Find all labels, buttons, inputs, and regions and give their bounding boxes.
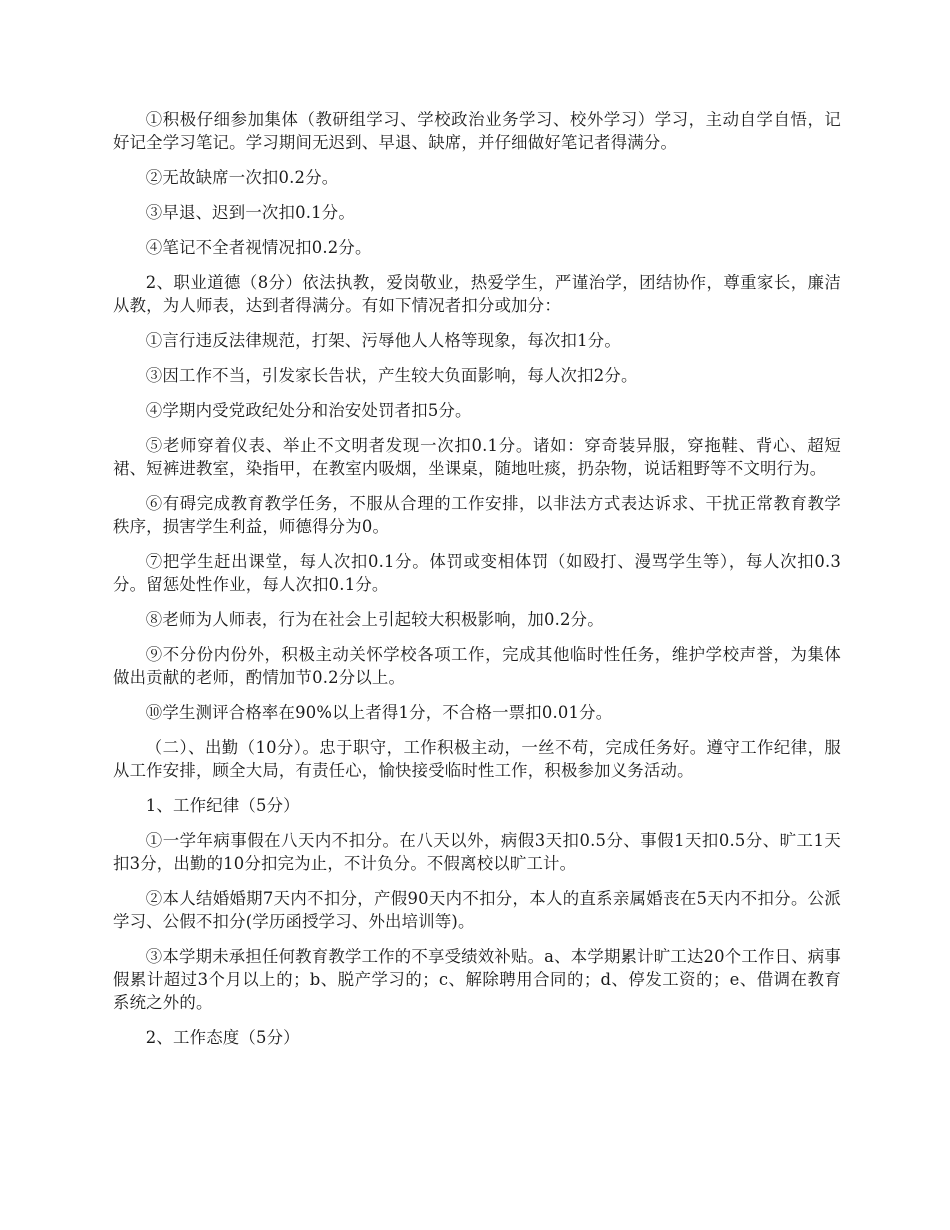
paragraph-notes-deduction: ④笔记不全者视情况扣0.2分。 — [145, 238, 372, 257]
paragraph-corporal-punishment: ⑦把学生赶出课堂，每人次扣0.1分。体罚或变相体罚（如殴打、漫骂学生等），每人次扣0.3分。留惩处性作业，每人次扣0.1分。 — [113, 552, 841, 594]
paragraph-law-violation: ①言行违反法律规范，打架、污辱他人人格等现象，每次扣1分。 — [145, 331, 621, 350]
paragraph-leave-rules: ①一学年病事假在八天内不扣分。在八天以外，病假3天扣0.5分、事假1天扣0.5分、旷工1天扣3分，出勤的10分扣完为止，不计负分。不假离校以旷工计。 — [113, 831, 841, 873]
paragraph-late-deduction: ③早退、迟到一次扣0.1分。 — [145, 203, 355, 222]
paragraph-obstruct-teaching: ⑥有碍完成教育教学任务，不服从合理的工作安排，以非法方式表达诉求、干扰正常教育教学秩序，损害学生利益，师德得分为0。 — [113, 494, 841, 536]
paragraph-disciplinary-punishment: ④学期内受党政纪处分和治安处罚者扣5分。 — [145, 401, 472, 420]
paragraph-parent-complaint: ③因工作不当，引发家长告状，产生较大负面影响，每人次扣2分。 — [145, 366, 638, 385]
paragraph-extra-tasks: ⑨不分份内份外，积极主动关怀学校各项工作，完成其他临时性任务，维护学校声誉，为集体做出贡献的老师，酌情加节0.2分以上。 — [113, 645, 841, 687]
paragraph-absence-deduction: ②无故缺席一次扣0.2分。 — [145, 168, 339, 187]
paragraph-positive-influence: ⑧老师为人师表，行为在社会上引起较大积极影响，加0.2分。 — [145, 610, 604, 629]
paragraph-professional-ethics: 2、职业道德（8分）依法执教，爱岗敬业，热爱学生，严谨治学，团结协作，尊重家长，廉洁从教，为人师表，达到者得满分。有如下情况者扣分或加分： — [113, 273, 841, 315]
paragraph-work-attitude-heading: 2、工作态度（5分） — [145, 1028, 300, 1047]
paragraph-appearance-conduct: ⑤老师穿着仪表、举止不文明者发现一次扣0.1分。诸如：穿奇装异服，穿拖鞋、背心、超短裙、短裤进教室，染指甲，在教室内吸烟，坐课桌，随地吐痰，扔杂物，说话粗野等不文明行为。 — [113, 436, 841, 478]
paragraph-marriage-leave: ②本人结婚婚期7天内不扣分，产假90天内不扣分，本人的直系亲属婚丧在5天内不扣分。公派学习、公假不扣分(学历函授学习、外出培训等)。 — [113, 889, 841, 931]
paragraph-study-full-marks: ①积极仔细参加集体（教研组学习、学校政治业务学习、校外学习）学习，主动自学自悟，记好记全学习笔记。学习期间无迟到、早退、缺席，并仔细做好笔记者得满分。 — [113, 110, 841, 152]
paragraph-no-subsidy: ③本学期未承担任何教育教学工作的不享受绩效补贴。a、本学期累计旷工达20个工作日、病事假累计超过3个月以上的；b、脱产学习的；c、解除聘用合同的；d、停发工资的；e、借调在教育系统之外的。 — [113, 947, 841, 1012]
paragraph-work-discipline-heading: 1、工作纪律（5分） — [145, 796, 300, 815]
paragraph-attendance-heading: （二）、出勤（10分）。忠于职守，工作积极主动，一丝不苟，完成任务好。遵守工作纪律，服从工作安排，顾全大局，有责任心，愉快接受临时性工作，积极参加义务活动。 — [113, 738, 841, 780]
document-body — [113, 108, 841, 1061]
paragraph-student-evaluation: ⑩学生测评合格率在90%以上者得1分，不合格一票扣0.01分。 — [145, 703, 613, 722]
